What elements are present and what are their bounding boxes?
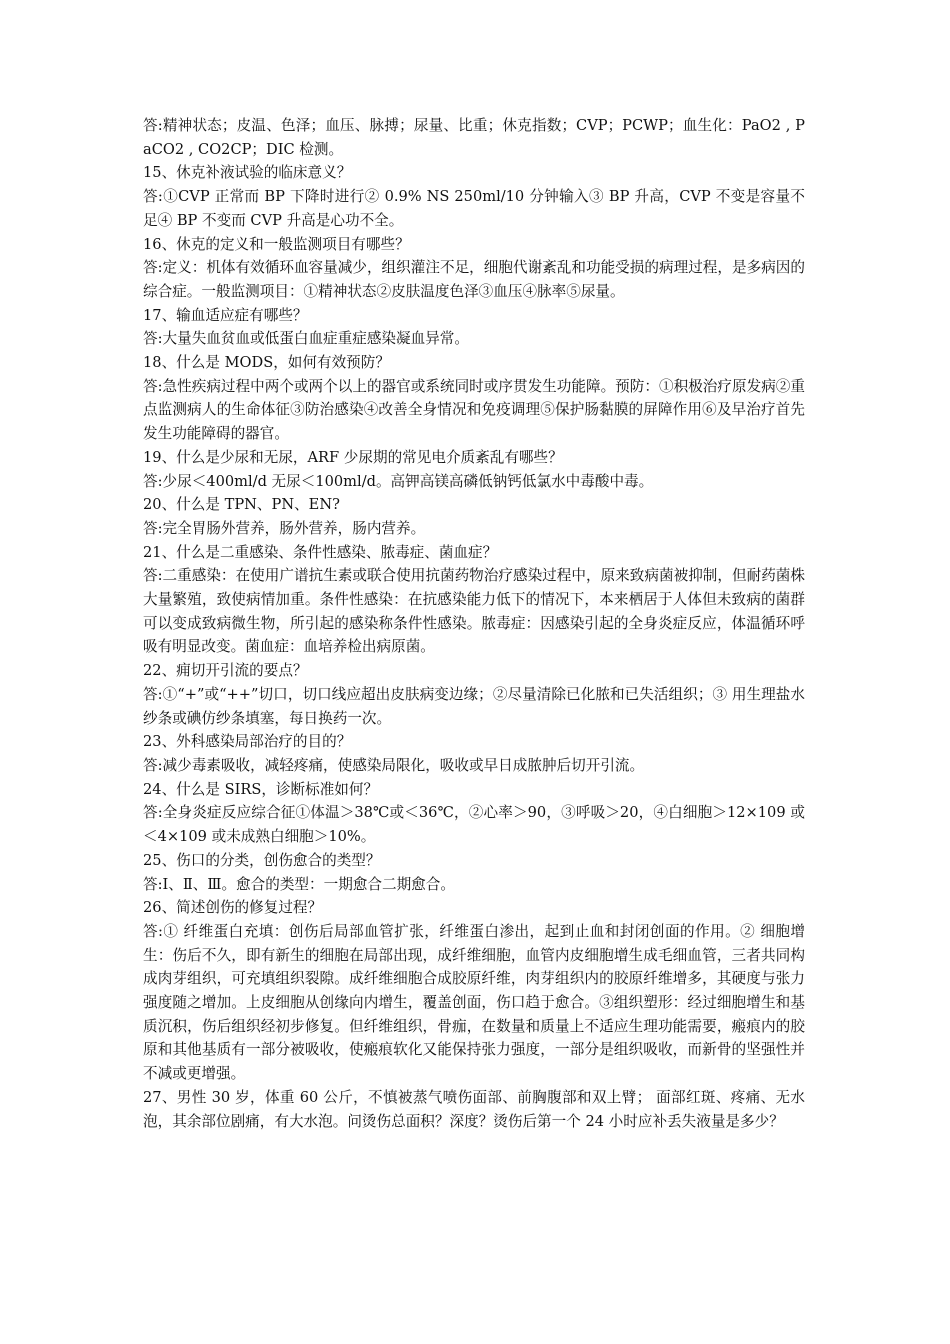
answer-14-text: 答:精神状态；皮温、色泽；血压、脉搏；尿量、比重；休克指数；CVP；PCWP；血生化：PaO2 , PaCO2 , CO2CP；DIC 检测。 <box>143 117 805 158</box>
question-26-heading: 26、简述创伤的修复过程？ <box>143 899 323 917</box>
question-18-heading: 18、什么是 MODS，如何有效预防？ <box>143 354 390 372</box>
answer-25-text: 答:Ⅰ、Ⅱ、Ⅲ。愈合的类型：一期愈合二期愈合。 <box>143 875 455 893</box>
answer-26-text: 答:① 纤维蛋白充填：创伤后局部血管扩张，纤维蛋白渗出，起到止血和封闭创面的作用。② 细胞增生：伤后不久，即有新生的细胞在局部出现，成纤维细胞，血管内皮细胞增生成毛细血管，三者共同构成肉芽组织，可充填组织裂隙。成纤维细胞合成胶原纤维，肉芽组织内的胶原纤维增多，其硬度与张力强度随之增加。上皮细胞从创缘向内增生，覆盖创面，伤口趋于愈合。③组织塑形：经过细胞增生和基质沉积，伤后组织经初步修复。但纤维组织，骨痂，在数量和质量上不适应生理功能需要，瘢痕内的胶原和其他基质有一部分被吸收，使瘢痕软化又能保持张力强度，一部分是组织吸收，而新骨的坚强性并不减或更增强。 <box>143 922 805 1083</box>
question-23-heading: 23、外科感染局部治疗的目的？ <box>143 733 352 751</box>
question-22-heading: 22、痈切开引流的要点？ <box>143 662 308 680</box>
question-16-heading: 16、休克的定义和一般监测项目有哪些？ <box>143 235 410 253</box>
answer-16-text: 答:定义：机体有效循环血容量减少，组织灌注不足，细胞代谢紊乱和功能受损的病理过程，是多病因的综合症。一般监测项目：①精神状态②皮肤温度色泽③血压④脉率⑤尿量。 <box>143 259 805 300</box>
answer-20-text: 答:完全胃肠外营养，肠外营养，肠内营养。 <box>143 519 426 537</box>
answer-23-text: 答:减少毒素吸收，减轻疼痛，使感染局限化，吸收或早日成脓肿后切开引流。 <box>143 756 645 774</box>
question-17-heading: 17、输血适应症有哪些？ <box>143 306 308 324</box>
question-25-heading: 25、伤口的分类，创伤愈合的类型？ <box>143 851 381 869</box>
question-21-heading: 21、什么是二重感染、条件性感染、脓毒症、菌血症？ <box>143 543 498 561</box>
answer-24-text: 答:全身炎症反应综合征①体温＞38℃或＜36℃，②心率＞90，③呼吸＞20，④白细胞＞12×109 或＜4×109 或未成熟白细胞＞10%。 <box>143 804 805 846</box>
question-19-heading: 19、什么是少尿和无尿，ARF 少尿期的常见电介质紊乱有哪些？ <box>143 448 563 466</box>
answer-17-text: 答:大量失血贫血或低蛋白血症重症感染凝血异常。 <box>143 330 469 348</box>
answer-22-text: 答:①“+”或“++”切口，切口线应超出皮肤病变边缘；②尽量清除已化脓和已失活组织；③ 用生理盐水纱条或碘仿纱条填塞，每日换药一次。 <box>143 685 805 727</box>
question-15-heading: 15、休克补液试验的临床意义？ <box>143 164 352 182</box>
question-20-heading: 20、什么是 TPN、PN、EN? <box>143 496 340 514</box>
document-page <box>143 114 805 1133</box>
answer-19-text: 答:少尿＜400ml/d 无尿＜100ml/d。高钾高镁高磷低钠钙低氯水中毒酸中毒。 <box>143 472 654 490</box>
answer-21-text: 答:二重感染：在使用广谱抗生素或联合使用抗菌药物治疗感染过程中，原来致病菌被抑制，但耐药菌株大量繁殖，致使病情加重。条件性感染：在抗感染能力低下的情况下，本来栖居于人体但未致病的菌群可以变成致病微生物，所引起的感染称条件性感染。脓毒症：因感染引起的全身炎症反应，体温循环呼吸有明显改变。菌血症：血培养检出病原菌。 <box>143 567 805 656</box>
answer-18-text: 答:急性疾病过程中两个或两个以上的器官或系统同时或序贯发生功能障。预防：①积极治疗原发病②重点监测病人的生命体征③防治感染④改善全身情况和免疫调理⑤保护肠黏膜的屏障作用⑥及早治疗首先发生功能障碍的器官。 <box>143 377 805 443</box>
question-24-heading: 24、什么是 SIRS，诊断标准如何？ <box>143 780 379 798</box>
answer-15-text: 答:①CVP 正常而 BP 下降时进行② 0.9% NS 250ml/10 分钟输入③ BP 升高，CVP 不变是容量不足④ BP 不变而 CVP 升高是心功不全。 <box>143 188 805 229</box>
question-27-heading: 27、男性 30 岁，体重 60 公斤，不慎被蒸气喷伤面部、前胸腹部和双上臂； 面部红斑、疼痛、无水泡，其余部位剧痛，有大水泡。问烫伤总面积？深度？烫伤后第一个 24 小时应补丢失液量是多少？ <box>143 1088 805 1130</box>
